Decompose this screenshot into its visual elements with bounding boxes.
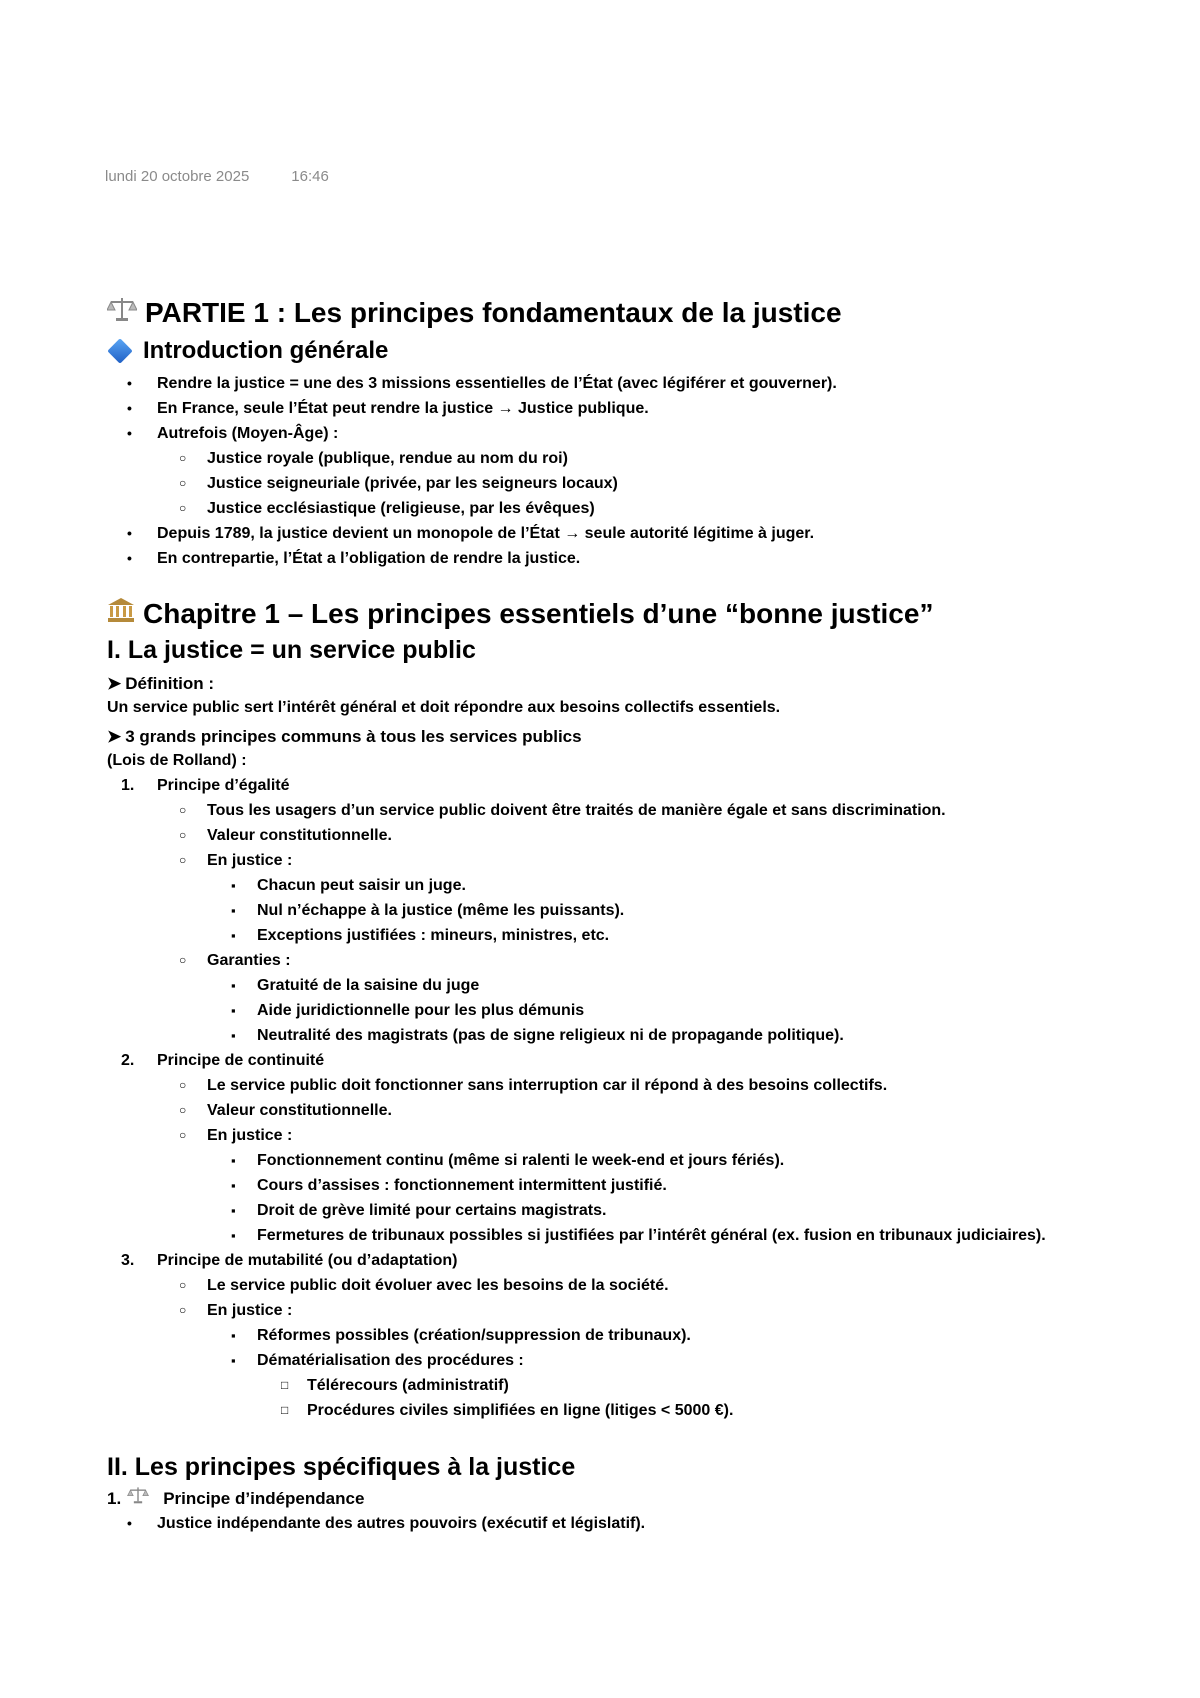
intro-list xyxy=(107,371,1107,571)
justice-sublist xyxy=(207,1148,1107,1248)
principle-title: Principe de mutabilité (ou d’adaptation) xyxy=(157,1252,458,1269)
list-item: ○ Tous les usagers d’un service public doivent être traités de manière égale et sans discrimination. xyxy=(157,798,1107,823)
list-number: 1. xyxy=(121,777,135,794)
principle-sublist xyxy=(157,1273,1107,1423)
note-date: lundi 20 octobre 2025 xyxy=(105,168,250,185)
list-item xyxy=(157,848,1107,948)
list-item: ▪ Chacun peut saisir un juge. xyxy=(207,873,1107,898)
list-item: ○ Le service public doit évoluer avec les besoins de la société. xyxy=(157,1273,1107,1298)
list-item-text: Dématérialisation des procédures : xyxy=(257,1352,524,1369)
part-title: PARTIE 1 : Les principes fondamentaux de la justice xyxy=(145,296,842,328)
intro-title: Introduction générale xyxy=(143,337,389,364)
list-item xyxy=(207,1348,1107,1423)
list-item: ▪ Exceptions justifiées : mineurs, ministres, etc. xyxy=(207,923,1107,948)
blue-diamond-icon xyxy=(107,338,132,363)
list-item: • Depuis 1789, la justice devient un monopole de l’État → seule autorité légitime à juger. xyxy=(107,521,1107,546)
list-item-text: Autrefois (Moyen-Âge) : xyxy=(157,425,339,442)
list-number: 2. xyxy=(121,1052,135,1069)
principles-label-line xyxy=(107,724,1107,749)
principles-sub: (Lois de Rolland) : xyxy=(107,752,247,769)
list-item: ○ Justice seigneuriale (privée, par les seigneurs locaux) xyxy=(157,471,1107,496)
principle-title: Principe d’égalité xyxy=(157,777,290,794)
list-item: ▪ Cours d’assises : fonctionnement intermittent justifié. xyxy=(207,1173,1107,1198)
dematerialisation-sublist xyxy=(257,1373,1107,1423)
principle-mutabilite xyxy=(107,1248,1107,1423)
list-number: 3. xyxy=(121,1252,135,1269)
list-item: ▪ Réformes possibles (création/suppression de tribunaux). xyxy=(207,1323,1107,1348)
note-time: 16:46 xyxy=(291,168,329,185)
principle-title: Principe d’indépendance xyxy=(163,1489,365,1508)
list-item: ○ Valeur constitutionnelle. xyxy=(157,1098,1107,1123)
list-item: • En France, seule l’État peut rendre la justice → Justice publique. xyxy=(107,396,1107,421)
section1-title: I. La justice = un service public xyxy=(107,636,476,664)
list-item: • Rendre la justice = une des 3 missions essentielles de l’État (avec légiférer et gouverner). xyxy=(107,371,1107,396)
list-item xyxy=(157,1298,1107,1423)
list-number: 1. xyxy=(107,1489,122,1508)
garanties-sublist xyxy=(207,973,1107,1048)
justice-sublist xyxy=(207,1323,1107,1423)
principle-sublist xyxy=(157,1073,1107,1248)
scales-icon xyxy=(107,296,137,329)
classical-building-icon xyxy=(107,597,135,630)
principle-independance xyxy=(107,1486,1107,1511)
principles-list xyxy=(107,773,1107,1423)
list-item-text: En justice : xyxy=(207,1302,293,1319)
list-item: ▪ Gratuité de la saisine du juge xyxy=(207,973,1107,998)
note-timestamp xyxy=(105,168,329,185)
list-item: ▪ Fermetures de tribunaux possibles si justifiées par l’intérêt général (ex. fusion en tribunaux judiciaires). xyxy=(207,1223,1107,1248)
list-item: ○ Le service public doit fonctionner sans interruption car il répond à des besoins collectifs. xyxy=(157,1073,1107,1098)
list-item-text: Garanties : xyxy=(207,952,291,969)
list-item: ▪ Fonctionnement continu (même si ralenti le week-end et jours fériés). xyxy=(207,1148,1107,1173)
scales-icon xyxy=(127,1486,155,1511)
list-item xyxy=(157,948,1107,1048)
list-item: • En contrepartie, l’État a l’obligation de rendre la justice. xyxy=(107,546,1107,571)
principles-label: 3 grands principes communs à tous les services publics xyxy=(125,727,582,746)
list-item: • Justice indépendante des autres pouvoirs (exécutif et législatif). xyxy=(107,1511,1107,1536)
list-item-text: En justice : xyxy=(207,1127,293,1144)
list-item: ▪ Neutralité des magistrats (pas de signe religieux ni de propagande politique). xyxy=(207,1023,1107,1048)
list-item: ▪ Nul n’échappe à la justice (même les puissants). xyxy=(207,898,1107,923)
arrowhead-icon: ➤ xyxy=(107,727,122,746)
part-heading xyxy=(107,296,1107,329)
note-content xyxy=(107,296,1107,1536)
list-item: ○ Justice ecclésiastique (religieuse, par les évêques) xyxy=(157,496,1107,521)
definition-label: Définition : xyxy=(125,674,215,693)
arrowhead-icon: ➤ xyxy=(107,674,122,693)
definition-label-line xyxy=(107,671,1107,696)
principle-title: Principe de continuité xyxy=(157,1052,325,1069)
chapter-title: Chapitre 1 – Les principes essentiels d’une “bonne justice” xyxy=(143,597,934,629)
principle-sublist xyxy=(157,798,1107,1048)
principle-egalite xyxy=(107,773,1107,1048)
list-item: □ Télérecours (administratif) xyxy=(257,1373,1107,1398)
list-item xyxy=(107,421,1107,521)
justice-sublist xyxy=(207,873,1107,948)
independance-list xyxy=(107,1511,1107,1536)
list-item: ▪ Droit de grève limité pour certains magistrats. xyxy=(207,1198,1107,1223)
chapter-heading xyxy=(107,597,1107,630)
list-item: ○ Justice royale (publique, rendue au nom du roi) xyxy=(157,446,1107,471)
definition-text: Un service public sert l’intérêt général et doit répondre aux besoins collectifs essentiels. xyxy=(107,699,781,716)
list-item-text: En justice : xyxy=(207,852,293,869)
list-item xyxy=(157,1123,1107,1248)
list-item: □ Procédures civiles simplifiées en ligne (litiges < 5000 €). xyxy=(257,1398,1107,1423)
autrefois-sublist xyxy=(157,446,1107,521)
intro-heading xyxy=(107,337,1107,365)
list-item: ▪ Aide juridictionnelle pour les plus démunis xyxy=(207,998,1107,1023)
section2-title: II. Les principes spécifiques à la justice xyxy=(107,1453,576,1481)
list-item: ○ Valeur constitutionnelle. xyxy=(157,823,1107,848)
principle-continuite xyxy=(107,1048,1107,1248)
